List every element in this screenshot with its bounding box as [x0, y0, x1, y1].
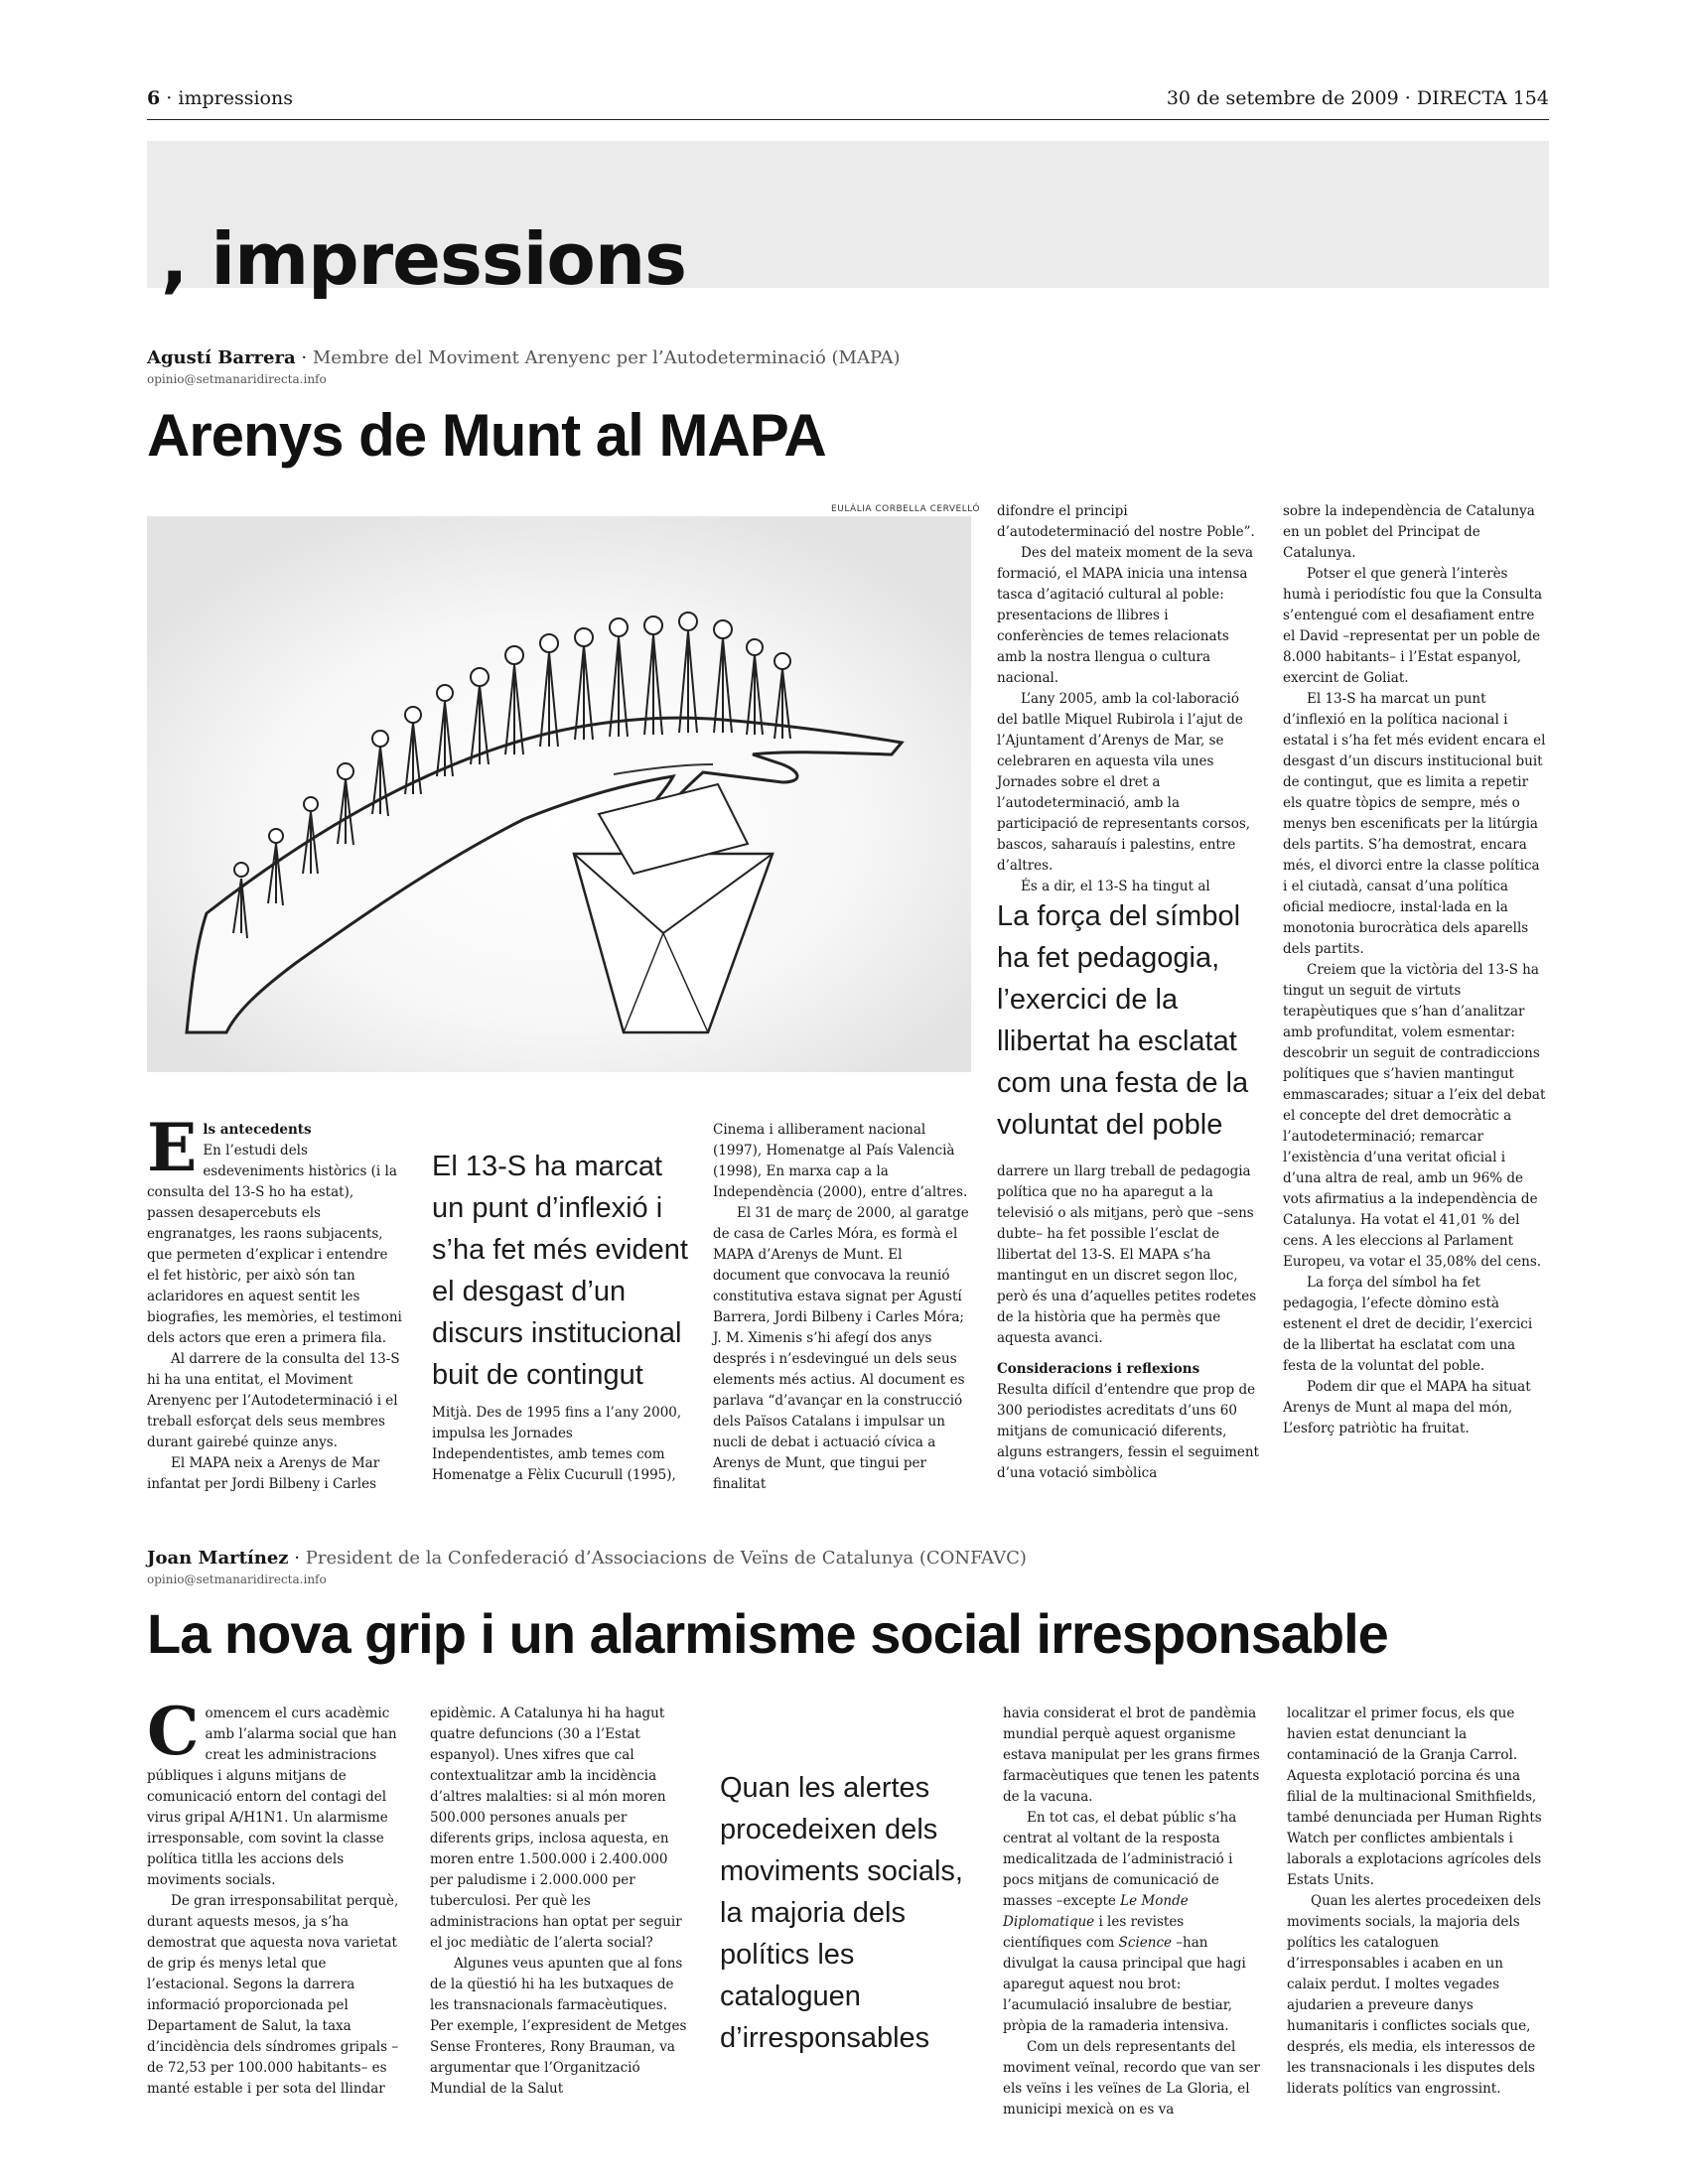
paragraph: havia considerat el brot de pandèmia mundial perquè aquest organisme estava manipulat per les grans firmes farmacèutiques que tenen les patents de la vacuna.: [1003, 1706, 1260, 1805]
paragraph: Potser el que generà l’interès humà i periodístic fou que la Consulta s’entengué com el desafiament entre el David –representat per un poble de 8.000 habitants– i l’Estat espanyol, exercint de Goliat.: [1283, 566, 1543, 686]
paragraph: Des del mateix moment de la seva formació, el MAPA inicia una intensa tasca d’agitació cultural al poble: presentacions de llibres i conferències de temes relacionats amb la nostra llengua o cultura nacional.: [997, 545, 1254, 686]
paragraph: En l’estudi dels esdeveniments històrics (i la consulta del 13-S ho ha estat), passen desapercebuts els engranatges, les raons subjacents, que permeten d’explicar i entendre el fet històric, per això són tan aclaridores en aquest sentit les biografies, les memòries, el testimoni dels actors que eren a primera fila.: [147, 1143, 402, 1346]
paragraph: El 13-S ha marcat un punt d’inflexió en la política nacional i estatal i s’ha fet més evident encara el desgast d’un discurs institucional buit de contingut, que es limita a repetir els quatre tòpics de sempre, més o menys ben escenificats per la litúrgia dels partits. S’ha demostrat, encara més, el divorci entre la classe política i el ciutadà, cansat d’una política oficial mediocre, instal·lada en la monotonia burocràtica dels aparells dels partits.: [1283, 691, 1546, 957]
paragraph: darrere un llarg treball de pedagogia política que no ha aparegut a la televisió o als mitjans, però que –sens dubte– ha fet possible l’esclat de llibertat del 13-S. El MAPA s’ha mantingut en un discret segon lloc, però és una d’aquelles petites rodetes de la història que ha permès que aquesta avanci.: [997, 1163, 1257, 1346]
article1-byline: [147, 347, 900, 368]
running-header-left: [147, 87, 293, 109]
header-separator: ·: [166, 87, 173, 109]
header-separator-2: ·: [1404, 87, 1411, 109]
paragraph: epidèmic. A Catalunya hi ha hagut quatre defuncions (30 a l’Estat espanyol). Unes xifres que cal contextualitzar amb la incidència d’altres malalties: si al món moren 500.000 persones anuals per diferents grips, inclosa aquesta, en moren entre 1.500.000 i 2.400.000 per paludisme i 2.000.000 per tuberculosi. Per què les administracions han optat per seguir el joc mediàtic de l’alerta social?: [430, 1706, 682, 1951]
section-title: , impressions: [161, 217, 686, 301]
header-publication: DIRECTA 154: [1416, 87, 1549, 109]
article2-role: President de la Confederació d’Associacions de Veïns de Catalunya (CONFAVC): [305, 1548, 1027, 1569]
article1-column-5: [1283, 501, 1547, 1439]
article1-column-4-continued: [997, 1161, 1259, 1484]
paragraph: La força del símbol ha fet pedagogia, l’efecte dòmino està estenent el dret de decidir, l’exercici de la llibertat ha esclatat com una festa de la voluntat del poble.: [1283, 1275, 1533, 1374]
paragraph: Creiem que la victòria del 13-S ha tingut un seguit de virtuts terapèutiques que s’han d’analitzar amb profunditat, volem esmentar: descobrir un seguit de contradiccions polítiques que s’havien mantingut emmascarades; situar a l’eix del debat el concepte del dret democràtic a l’autodeterminació; remarcar l’existència d’una veritat oficial i d’una altra de real, amb un 96% de vots afirmatius a la independència de Catalunya. Ha votat el 41,01 % del cens. A les eleccions al Parlament Europeu, va votar el 35,08% del cens.: [1283, 962, 1546, 1270]
article1-pull-quote-2: La força del símbol ha fet pedagogia, l’exercici de la llibertat ha esclatat com una festa de la voluntat del poble: [997, 900, 1249, 1141]
publication-name: Le Monde Diplomatique: [1003, 1893, 1189, 1930]
paragraph: L’any 2005, amb la col·laboració del batlle Miquel Rubirola i l’ajut de l’Ajuntament d’Arenys de Mar, se celebraren en aquesta vila unes Jornades sobre el dret a l’autodeterminació, amb la participació de representants corsos, bascos, saharauís i palestins, entre d’altres.: [997, 691, 1251, 874]
article1-headline: Arenys de Munt al MAPA: [147, 402, 826, 469]
paragraph: [1003, 1808, 1263, 2037]
article1-email: opinio@setmanaridirecta.info: [147, 372, 327, 386]
paragraph: Com un dels representants del moviment veïnal, recordo que van ser els veïns i les veïnes de La Gloria, el municipi mexicà on es va: [1003, 2039, 1260, 2117]
header-rule: [147, 119, 1549, 120]
article1-column-3: [713, 1120, 973, 1495]
article2-column-4: [1003, 1704, 1263, 2120]
article1-author: Agustí Barrera: [147, 347, 296, 368]
paragraph: El 31 de març de 2000, al garatge de casa de Carles Móra, es formà el MAPA d’Arenys de Munt. El document que convocava la reunió constitutiva estava signat per Agustí Barrera, Jordi Bilbeny i Carles Móra; J. M. Ximenis s’hi afegí dos anys després i n’esdevingué un dels seus elements més actius. Al document es parlava “d’avançar en la construcció dels Països Catalans i impulsar un nucli de debat i actuació cívica a Arenys de Munt, que tingui per finalitat: [713, 1205, 969, 1492]
hand-envelope-illustration: [147, 516, 971, 1072]
text-run: i les revistes científiques com: [1003, 1914, 1185, 1951]
article2-email: opinio@setmanaridirecta.info: [147, 1572, 327, 1586]
page-number: 6: [147, 87, 161, 109]
article2-byline: [147, 1548, 1027, 1569]
article1-column-2: [432, 1403, 692, 1486]
article1-pull-quote-1: El 13-S ha marcat un punt d’inflexió i s’ha fet més evident el desgast d’un discurs institucional buit de contingut: [432, 1151, 688, 1391]
paragraph: Podem dir que el MAPA ha situat Arenys de Munt al mapa del món, L’esforç patriòtic ha fruitat.: [1283, 1379, 1531, 1436]
image-credit: EULÀLIA CORBELLA CERVELLÓ: [831, 504, 980, 514]
paragraph: De gran irresponsabilitat perquè, durant aquests mesos, ja s’ha demostrat que aquesta nova varietat de grip és menys letal que l’estacional. Segons la darrera informació proporcionada pel Departament de Salut, la taxa d’incidència dels síndromes gripals –de 72,53 per 100.000 habitants– es manté estable i per sota del llindar: [147, 1893, 399, 2097]
article2-headline: La nova grip i un alarmisme social irresponsable: [147, 1602, 1388, 1665]
paragraph: omencem el curs acadèmic amb l’alarma social que han creat les administracions públiques i alguns mitjans de comunicació entorn del contagi del virus gripal A/H1N1. Un alarmisme irresponsable, com sovint la classe política titlla les accions dels moviments socials.: [147, 1706, 397, 1888]
header-section: impressions: [178, 87, 293, 109]
text-run: En tot cas, el debat públic s’ha centrat al voltant de la resposta medicalitzada de l’administració i pocs mitjans de comunicació de masses –excepte: [1003, 1810, 1237, 1909]
paragraph: Quan les alertes procedeixen dels moviments socials, la majoria dels polítics les cataloguen d’irresponsables i acaben en un calaix perdut. I moltes vegades ajudarien a preveure danys humanitaris i conflictes socials que, després, els media, els interessos de les transnacionals i les disputes dels liderats polítics van engrossint.: [1287, 1893, 1541, 2097]
paragraph: sobre la independència de Catalunya en un poblet del Principat de Catalunya.: [1283, 503, 1535, 561]
article1-subhead-2: Consideracions i reflexions: [997, 1361, 1200, 1377]
paragraph: Resulta difícil d’entendre que prop de 300 periodistes acreditats d’uns 60 mitjans de comunicació diferents, alguns estrangers, fessin el seguiment d’una votació simbòlica: [997, 1382, 1259, 1481]
paragraph: difondre el principi d’autodeterminació del nostre Poble”.: [997, 503, 1255, 540]
byline-separator: ·: [294, 1548, 300, 1569]
article2-column-5: [1287, 1704, 1547, 2100]
text-run: –han divulgat la causa principal que hagi aparegut aquest nou brot: l’acumulació insalubre de bestiar, pròpia de la ramaderia intensiva.: [1003, 1935, 1246, 2034]
article2-column-2: [430, 1704, 690, 2100]
paragraph: Cinema i alliberament nacional (1997), Homenatge al País Valencià (1998), En marxa cap a la Independència (2000), entre d’altres.: [713, 1122, 968, 1200]
publication-name: Science: [1118, 1935, 1173, 1951]
article2-column-1: [147, 1693, 405, 2100]
article1-subhead: ls antecedents: [203, 1122, 312, 1138]
article2-pull-quote: Quan les alertes procedeixen dels moviments socials, la majoria dels polítics les cataloguen d’irresponsables: [720, 1772, 963, 2054]
article1-column-1: [147, 1109, 403, 1495]
paragraph: Algunes veus apunten que al fons de la qüestió hi ha les butxaques de les transnacionals farmacèutiques. Per exemple, l’expresident de Metges Sense Fronteres, Rony Brauman, va argumentar que l’Organització Mundial de la Salut: [430, 1956, 687, 2097]
article1-column-4: [997, 501, 1259, 897]
paragraph: El MAPA neix a Arenys de Mar infantat per Jordi Bilbeny i Carles: [147, 1455, 380, 1492]
running-header-right: [1167, 87, 1549, 109]
paragraph: localitzar el primer focus, els que havien estat denunciant la contaminació de la Granja Carrol. Aquesta explotació porcina és una filial de la multinacional Smithfields, també denunciada per Human Rights Watch per conflictes ambientals i laborals a explotacions agrícoles dels Estats Units.: [1287, 1706, 1542, 1888]
paragraph: Al darrere de la consulta del 13-S hi ha una entitat, el Moviment Arenyenc per l’Autodeterminació i el treball esforçat dels seus membres durant gairebé quinze anys.: [147, 1351, 400, 1450]
paragraph: És a dir, el 13-S ha tingut al: [1021, 879, 1210, 894]
byline-separator: ·: [301, 347, 308, 368]
header-date: 30 de setembre de 2009: [1166, 87, 1399, 109]
article2-author: Joan Martínez: [147, 1548, 289, 1569]
article1-role: Membre del Moviment Arenyenc per l’Autodeterminació (MAPA): [312, 347, 901, 368]
paragraph: Mitjà. Des de 1995 fins a l’any 2000, impulsa les Jornades Independentistes, amb temes com Homenatge a Fèlix Cucurull (1995),: [432, 1405, 682, 1483]
drop-cap: E: [147, 1109, 198, 1186]
drop-cap: C: [147, 1693, 200, 1770]
